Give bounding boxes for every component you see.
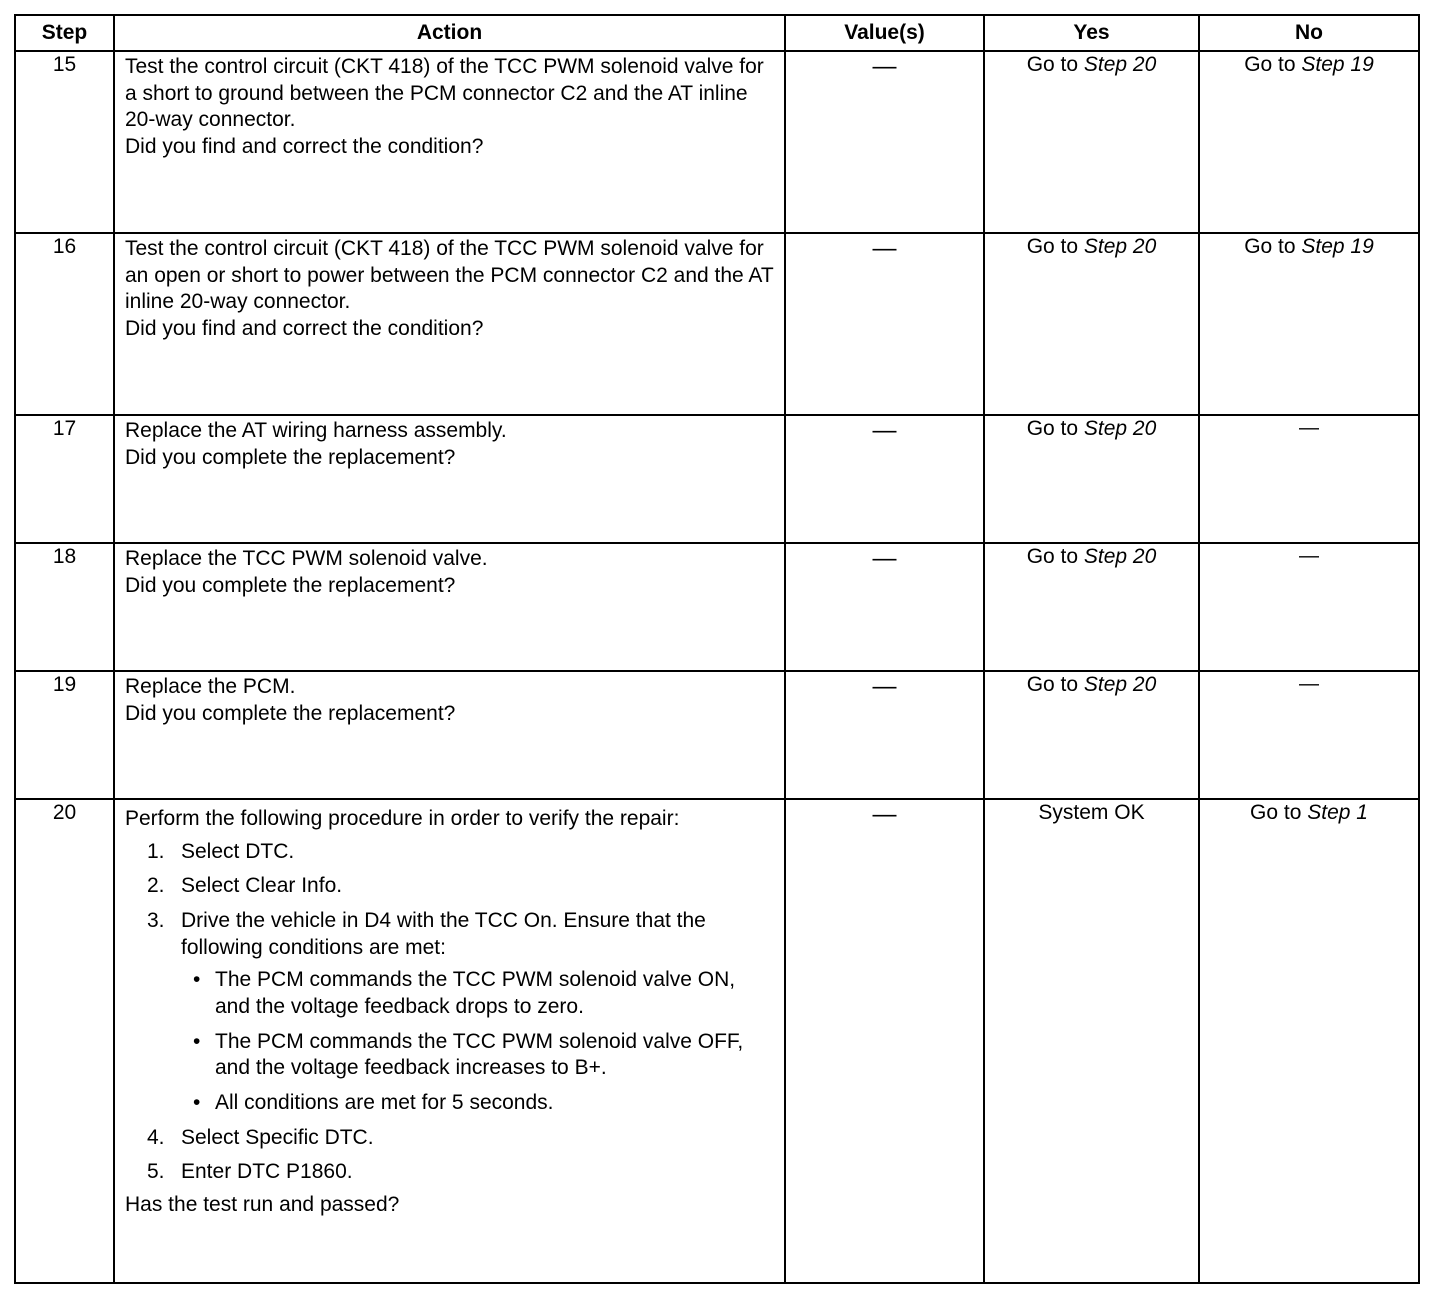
action-cell <box>114 671 785 799</box>
diagnostic-table-page <box>14 14 1420 1284</box>
action-cell <box>114 51 785 233</box>
yes-cell: System OK <box>984 799 1199 1283</box>
action-intro: Perform the following procedure in order to verify the repair: <box>125 807 680 830</box>
action-text: Replace the AT wiring harness assembly. <box>125 419 507 442</box>
action-cell <box>114 799 785 1283</box>
step-number: 20 <box>15 799 114 1283</box>
value-cell: — <box>785 233 984 415</box>
step-number: 15 <box>15 51 114 233</box>
list-item: 5. Enter DTC P1860. <box>147 1160 353 1184</box>
header-row <box>15 15 1419 51</box>
no-cell <box>1199 51 1419 233</box>
action-cell <box>114 543 785 671</box>
action-text: Replace the PCM. <box>125 675 296 698</box>
table-row <box>15 799 1419 1283</box>
yes-cell <box>984 415 1199 543</box>
header-action: Action <box>114 15 785 51</box>
list-item: • All conditions are met for 5 seconds. <box>181 1090 774 1117</box>
yes-step-ref: Step 20 <box>1083 545 1157 568</box>
yes-step-ref: Step 20 <box>1083 53 1157 76</box>
yes-step-ref: Step 20 <box>1083 673 1157 696</box>
no-cell: — <box>1199 415 1419 543</box>
yes-prefix: Go to <box>1026 235 1084 258</box>
action-question: Did you complete the replacement? <box>125 445 456 469</box>
value-cell: — <box>785 799 984 1283</box>
yes-prefix: Go to <box>1026 545 1084 568</box>
action-text: Test the control circuit (CKT 418) of the TCC PWM solenoid valve for an open or short to power between the PCM connector C2 and the AT inline 20-way connector. <box>125 237 774 314</box>
no-step-ref: Step 19 <box>1301 235 1374 258</box>
yes-prefix: Go to <box>1026 673 1084 696</box>
table-row <box>15 415 1419 543</box>
no-prefix: Go to <box>1244 235 1302 258</box>
list-item: 1. Select DTC. <box>147 839 295 863</box>
yes-prefix: Go to <box>1026 417 1084 440</box>
yes-cell <box>984 543 1199 671</box>
action-cell <box>114 415 785 543</box>
step-number: 17 <box>15 415 114 543</box>
no-step-ref: Step 1 <box>1307 801 1368 824</box>
list-item: 3. Drive the vehicle in D4 with the TCC On. Ensure that the following conditions are met: • The PCM commands the TCC PWM solenoid valve ON, and the voltage feedback drops to zero. • The PCM commands the TCC PWM solenoid valve OFF, and the voltage feedback increases to B+. • All conditions are met for 5 seconds. <box>125 908 774 1117</box>
list-item: • The PCM commands the TCC PWM solenoid valve ON, and the voltage feedback drops to zero. <box>193 968 736 1018</box>
action-question: Has the test run and passed? <box>125 1192 400 1216</box>
action-question: Did you complete the replacement? <box>125 701 456 725</box>
table-row <box>15 233 1419 415</box>
bullet-icon: • <box>193 1029 201 1053</box>
bullet-icon: • <box>193 968 201 992</box>
no-cell: — <box>1199 671 1419 799</box>
value-cell: — <box>785 51 984 233</box>
yes-step-ref: Step 20 <box>1083 235 1157 258</box>
diagnostic-table <box>14 14 1420 1284</box>
header-no: No <box>1199 15 1419 51</box>
procedure-list <box>125 839 774 1186</box>
action-question: Did you find and correct the condition? <box>125 134 484 158</box>
step-number: 16 <box>15 233 114 415</box>
table-row <box>15 543 1419 671</box>
no-cell <box>1199 233 1419 415</box>
step-number: 19 <box>15 671 114 799</box>
action-question: Did you complete the replacement? <box>125 573 456 597</box>
list-item: 2. Select Clear Info. <box>147 874 343 898</box>
value-cell: — <box>785 543 984 671</box>
value-cell: — <box>785 415 984 543</box>
condition-list <box>181 967 774 1116</box>
no-cell <box>1199 799 1419 1283</box>
yes-cell <box>984 51 1199 233</box>
header-step: Step <box>15 15 114 51</box>
yes-prefix: Go to <box>1026 53 1084 76</box>
yes-cell <box>984 233 1199 415</box>
no-cell: — <box>1199 543 1419 671</box>
yes-cell <box>984 671 1199 799</box>
action-question: Did you find and correct the condition? <box>125 316 484 340</box>
value-cell: — <box>785 671 984 799</box>
yes-step-ref: Step 20 <box>1083 417 1157 440</box>
no-prefix: Go to <box>1244 53 1302 76</box>
table-row <box>15 671 1419 799</box>
step-number: 18 <box>15 543 114 671</box>
no-prefix: Go to <box>1250 801 1308 824</box>
list-item: 4. Select Specific DTC. <box>147 1125 374 1149</box>
table-row <box>15 51 1419 233</box>
action-text: Replace the TCC PWM solenoid valve. <box>125 547 488 570</box>
bullet-icon: • <box>193 1090 201 1114</box>
list-item: • The PCM commands the TCC PWM solenoid valve OFF, and the voltage feedback increases to B+. <box>193 1029 744 1080</box>
action-text: Test the control circuit (CKT 418) of the TCC PWM solenoid valve for a short to ground between the PCM connector C2 and the AT inline 20-way connector. <box>125 55 764 132</box>
header-values: Value(s) <box>785 15 984 51</box>
action-cell <box>114 233 785 415</box>
no-step-ref: Step 19 <box>1301 53 1374 76</box>
header-yes: Yes <box>984 15 1199 51</box>
